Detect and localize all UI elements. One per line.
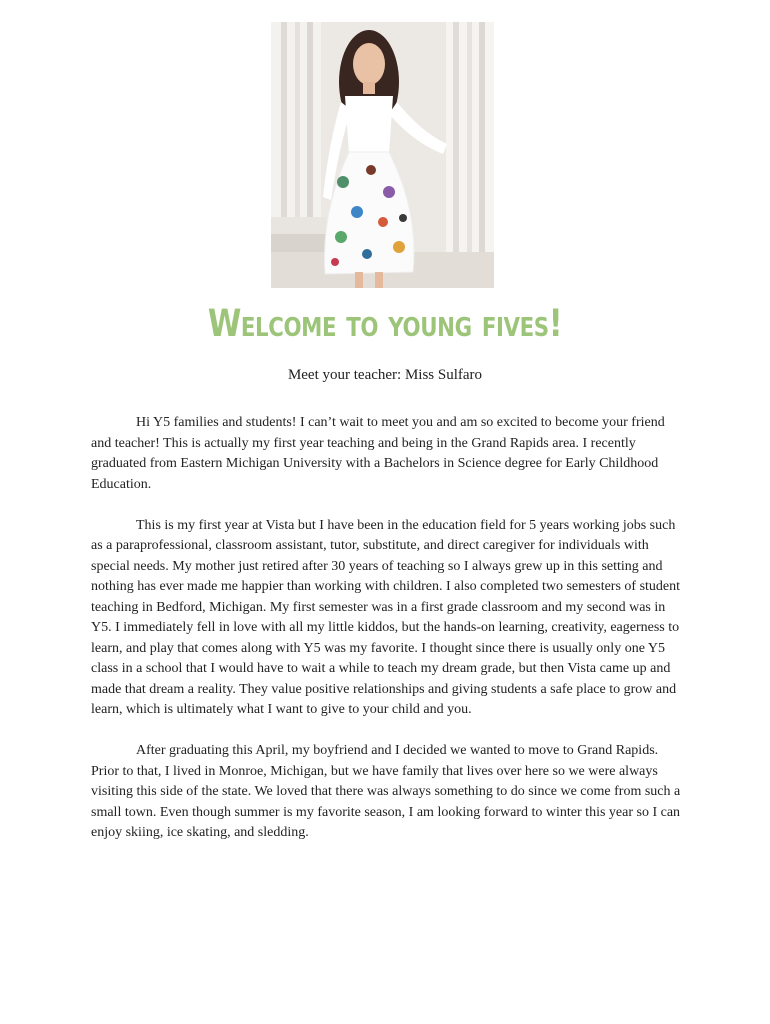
paragraph-intro: Hi Y5 families and students! I can’t wait to meet you and am so excited to become your friend and teacher! This is actually my first year teaching and being in the Grand Rapids area. I recently graduated from Eastern Michigan University with a Bachelors in Science degree for Early Childhood Education. [91,415,665,492]
teacher-photo [271,22,494,288]
letter-body [91,413,686,864]
page-subtitle: Meet your teacher: Miss Sulfaro [287,367,483,383]
paragraph-experience: This is my first year at Vista but I have been in the education field for 5 years working jobs such as a paraprofessional, classroom assistant, tutor, substitute, and direct caregiver for individuals with special needs. My mother just retired after 30 years of teaching so I always grew up in this setting and nothing has ever made me happier than working with children. I also completed two semesters of student teaching in Bedford, Michigan. My first semester was in a first grade classroom and my second was in Y5. I immediately fell in love with all my little kiddos, but the hands-on learning, creativity, eagerness to learn, and play that comes along with Y5 was my favorite. I thought since there is usually only one Y5 class in a school that I would have to wait a while to teach my dream grade, but then Vista came up and made that dream a reality. They value positive relationships and giving students a safe place to grow and learn, which is ultimately what I want to give to your child and you. [91,517,681,717]
page-title: Welcome to young fives! [207,302,563,345]
teacher-photo-illustration [271,22,494,288]
paragraph-personal: After graduating this April, my boyfriend and I decided we wanted to move to Grand Rapids. Prior to that, I lived in Monroe, Michigan, but we have family that lives over here so we were always visiting this side of the state. We loved that there was always something to do since we come from such a small town. Even though summer is my favorite season, I am looking forward to winter this year so I can enjoy skiing, ice skating, and sledding. [91,743,681,840]
